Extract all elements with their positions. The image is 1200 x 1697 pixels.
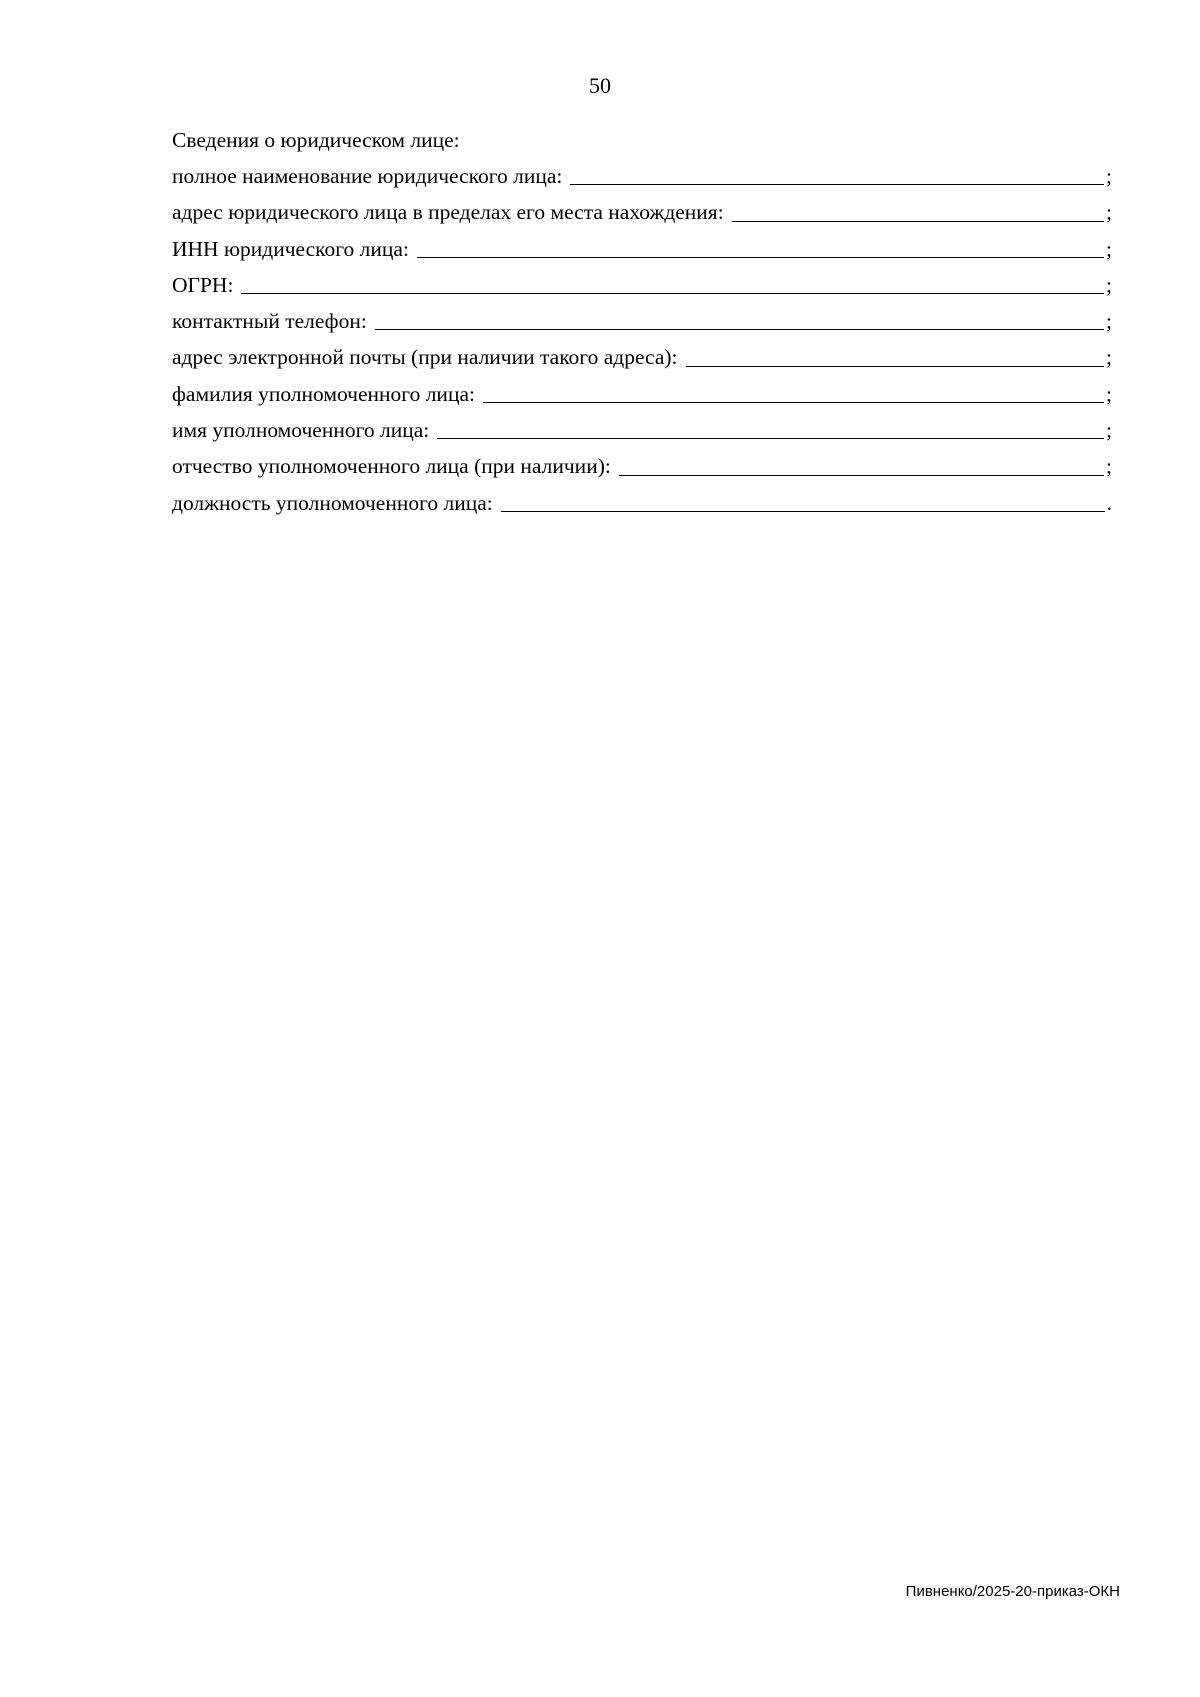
- field-blank-line[interactable]: [437, 420, 1104, 439]
- field-label: ИНН юридического лица:: [172, 236, 409, 261]
- field-label: имя уполномоченного лица:: [172, 418, 430, 443]
- field-blank-line[interactable]: [686, 348, 1105, 367]
- field-address: [172, 194, 1112, 230]
- field-end-punct: ;: [1106, 309, 1112, 334]
- field-label: адрес юридического лица в пределах его места нахождения:: [172, 200, 724, 225]
- field-ogrn: [172, 267, 1112, 303]
- field-blank-line[interactable]: [619, 457, 1104, 476]
- field-blank-line[interactable]: [501, 493, 1105, 512]
- field-label: полное наименование юридического лица:: [172, 164, 563, 188]
- field-blank-line[interactable]: [417, 239, 1104, 258]
- field-label: контактный телефон:: [172, 309, 367, 334]
- page-number: 50: [589, 73, 611, 98]
- field-position: [172, 485, 1112, 521]
- field-surname: [172, 376, 1112, 412]
- field-label: отчество уполномоченного лица (при наличии):: [172, 454, 611, 479]
- field-end-punct: ;: [1106, 345, 1112, 370]
- field-label: ОГРН:: [172, 272, 234, 297]
- field-patronymic: [172, 448, 1112, 484]
- field-label: фамилия уполномоченного лица:: [172, 381, 475, 406]
- field-first-name: [172, 412, 1112, 448]
- field-full-name: [172, 158, 1112, 194]
- field-inn: [172, 231, 1112, 267]
- field-email: [172, 339, 1112, 375]
- field-end-punct: .: [1106, 490, 1112, 515]
- field-blank-line[interactable]: [241, 275, 1104, 294]
- field-end-punct: ;: [1106, 272, 1112, 297]
- field-blank-line[interactable]: [375, 311, 1104, 330]
- footer-document-code: Пивненко/2025-20-приказ-ОКН: [905, 1583, 1120, 1600]
- field-end-punct: ;: [1106, 381, 1112, 406]
- legal-entity-section: [172, 122, 1112, 521]
- field-blank-line[interactable]: [483, 384, 1104, 403]
- field-phone: [172, 303, 1112, 339]
- field-blank-line[interactable]: [732, 203, 1104, 222]
- field-end-punct: ;: [1106, 236, 1112, 261]
- field-end-punct: ;: [1106, 164, 1112, 188]
- field-label: должность уполномоченного лица:: [172, 490, 493, 515]
- field-end-punct: ;: [1106, 418, 1112, 443]
- section-heading: Сведения о юридическом лице:: [172, 128, 460, 152]
- field-blank-line[interactable]: [570, 166, 1104, 185]
- field-end-punct: ;: [1106, 454, 1112, 479]
- field-end-punct: ;: [1106, 200, 1112, 225]
- field-label: адрес электронной почты (при наличии такого адреса):: [172, 345, 678, 370]
